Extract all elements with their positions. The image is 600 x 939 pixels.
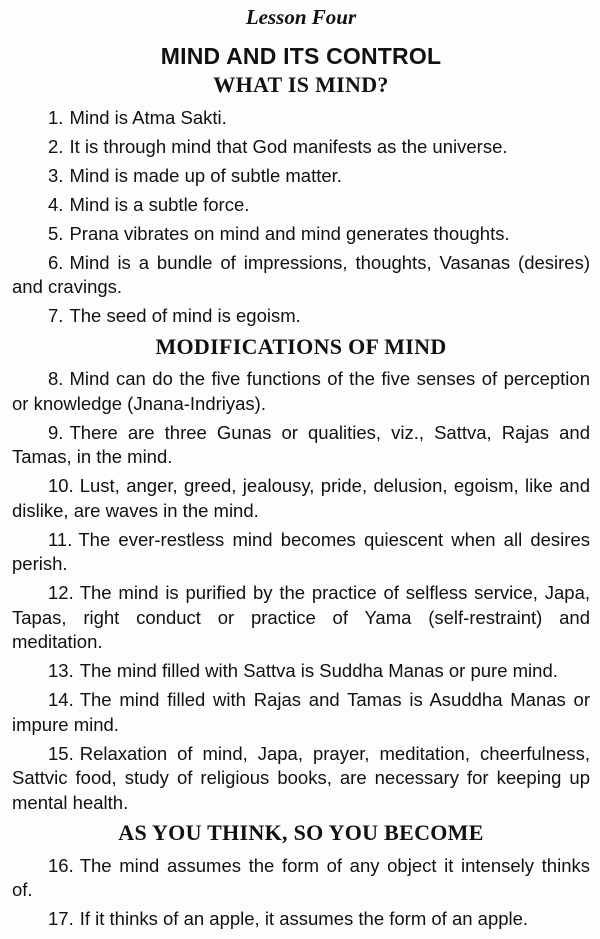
item-text: The seed of mind is egoism. (69, 305, 301, 326)
item-text: Mind can do the five functions of the five senses of perception or knowledge (Jnana-Indriyas). (12, 368, 590, 414)
item-text: If it thinks of an apple, it assumes the form of an apple. (79, 908, 529, 929)
section-list-modifications-of-mind (12, 363, 590, 816)
item-text: The ever-restless mind becomes quiescent when all desires perish. (12, 528, 590, 574)
section-heading-what-is-mind: WHAT IS MIND? (213, 72, 389, 97)
item-number: 3. (48, 164, 64, 186)
item-text: The mind filled with Sattva is Suddha Manas or pure mind. (79, 660, 558, 681)
item-text: Mind is a subtle force. (69, 193, 250, 215)
item-number: 14. (48, 689, 74, 710)
chapter-title: MIND AND ITS CONTROL (160, 43, 442, 69)
item-number: 8. (48, 368, 64, 389)
item-text: It is through mind that God manifests as the universe. (69, 135, 508, 157)
list-item (12, 217, 590, 246)
item-number: 2. (48, 135, 64, 157)
list-item (12, 188, 590, 217)
item-number: 10. (48, 475, 74, 496)
list-item (12, 737, 590, 815)
item-text: Mind is made up of subtle matter. (69, 164, 342, 186)
list-item (12, 523, 590, 577)
list-item (12, 655, 590, 684)
item-number: 11. (48, 528, 73, 550)
item-text: The mind filled with Rajas and Tamas is Asuddha Manas or impure mind. (12, 689, 590, 735)
list-item (12, 849, 590, 903)
item-text: Prana vibrates on mind and mind generates thoughts. (69, 222, 510, 244)
item-number: 6. (48, 251, 64, 273)
item-text: The mind assumes the form of any object it intensely thinks of. (12, 854, 590, 900)
item-number: 1. (48, 106, 64, 128)
section-list-as-you-think (12, 849, 590, 932)
lesson-label: Lesson Four (245, 5, 357, 29)
section-list-what-is-mind (12, 101, 590, 329)
item-number: 13. (48, 660, 74, 681)
list-item (12, 246, 590, 300)
item-number: 4. (48, 193, 64, 215)
item-text: Mind is Atma Sakti. (69, 106, 227, 128)
item-text: Mind is a bundle of impressions, thoughts, Vasanas (desires) and cravings. (12, 251, 590, 297)
list-item (12, 300, 590, 329)
list-item (12, 363, 590, 417)
list-item (12, 470, 590, 524)
list-item (12, 159, 590, 188)
list-item (12, 684, 590, 738)
list-item (12, 101, 590, 130)
item-number: 15. (48, 742, 74, 764)
list-item (12, 130, 590, 159)
item-number: 7. (48, 305, 64, 326)
item-number: 17. (48, 908, 74, 929)
item-text: Relaxation of mind, Japa, prayer, meditation, cheerfulness, Sattvic food, study of religious books, are necessary for keeping up mental health. (12, 742, 590, 813)
item-text: There are three Gunas or qualities, viz., Sattva, Rajas and Tamas, in the mind. (12, 421, 590, 467)
list-item (12, 577, 590, 655)
item-number: 12. (48, 582, 74, 603)
list-item (12, 903, 590, 932)
item-number: 16. (48, 854, 74, 876)
item-text: Lust, anger, greed, jealousy, pride, delusion, egoism, like and dislike, are waves in the mind. (12, 475, 590, 521)
item-number: 9. (48, 421, 64, 443)
section-heading-modifications-of-mind: MODIFICATIONS OF MIND (155, 333, 447, 359)
item-text: The mind is purified by the practice of selfless service, Japa, Tapas, right conduct or practice of Yama (self-restraint) and meditation. (12, 582, 590, 652)
item-number: 5. (48, 222, 64, 244)
section-heading-as-you-think: AS YOU THINK, SO YOU BECOME (118, 820, 484, 845)
list-item (12, 416, 590, 470)
